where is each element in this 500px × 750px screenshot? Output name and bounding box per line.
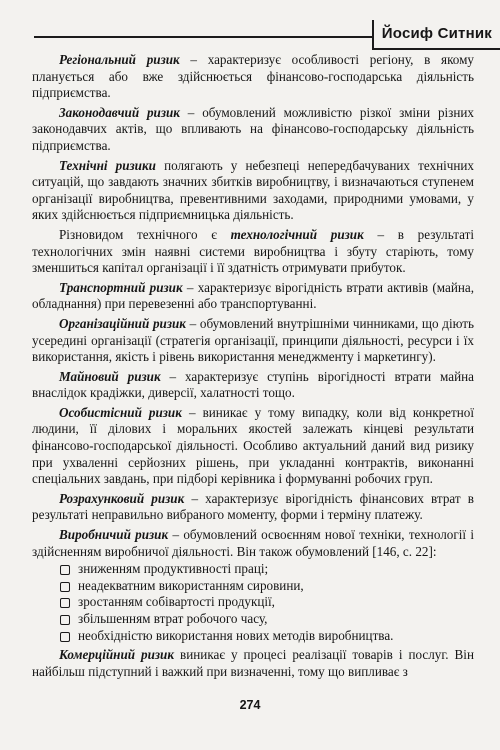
list-item-text: зниженням продуктивності праці; bbox=[78, 561, 269, 577]
term: технологічний ризик bbox=[230, 226, 364, 242]
term: Регіональний ризик bbox=[59, 52, 180, 67]
paragraph bbox=[32, 405, 474, 488]
paragraph bbox=[32, 280, 474, 313]
checkbox-bullet-icon bbox=[60, 615, 70, 625]
list-item-text: необхідністю використання нових методів виробництва. bbox=[78, 627, 394, 643]
term: Законодавчий ризик bbox=[59, 104, 180, 120]
paragraph-text: – виникає у тому випадку, коли від конкретної людини, її ділових і моральних якостей залежать кінцеві результати фінансово-господарської діяльності. Особливо актуальний даний вид ризику при ухваленні серйозних рішень, при укладанні контрактів, виконанні спеціальних завдань, при підборі керівника і формуванні робочих груп. bbox=[32, 404, 475, 487]
paragraph bbox=[32, 316, 474, 366]
paragraph-text: – характеризує ступінь вірогідності втрати майна внаслідок крадіжки, диверсії, халатності тощо. bbox=[32, 368, 474, 401]
term: Технічні ризики bbox=[59, 157, 156, 173]
list-item-text: зростанням собівартості продукції, bbox=[78, 594, 275, 610]
paragraph bbox=[32, 158, 474, 224]
term: Особистісний ризик bbox=[59, 404, 182, 420]
running-header-author: Йосиф Ситник bbox=[381, 25, 492, 42]
paragraph-text: – характеризує вірогідність втрати активів (майна, обладнання) при перевезенні або транспортуванні. bbox=[32, 279, 475, 312]
checkbox-bullet-icon bbox=[60, 565, 70, 575]
list-item bbox=[60, 561, 474, 578]
paragraph-text: – характеризує вірогідність фінансових втрат в результаті неправильно вибраного моменту, форми і терміну платежу. bbox=[32, 490, 475, 523]
paragraph bbox=[32, 52, 474, 102]
checkbox-bullet-icon bbox=[60, 598, 70, 608]
list-item-text: неадекватним використанням сировини, bbox=[78, 577, 304, 593]
term: Транспортний ризик bbox=[59, 279, 183, 295]
checkbox-bullet-icon bbox=[60, 582, 70, 592]
page-number: 274 bbox=[239, 698, 261, 712]
paragraph bbox=[32, 647, 474, 680]
term: Майновий ризик bbox=[59, 368, 161, 384]
paragraph-text: – обумовлений можливістю різкої зміни різних законодавчих актів, що впливають на фінансово-господарську діяльність підприємства. bbox=[32, 104, 474, 153]
term: Виробничий ризик bbox=[59, 527, 169, 543]
page-body bbox=[32, 52, 474, 683]
paragraph-text: – обумовлений освоєнням нової техніки, технології і здійсненням виробничої діяльності. Він також обумовлений [146, с. 22]: bbox=[32, 527, 474, 559]
checkbox-bullet-icon bbox=[60, 632, 70, 642]
paragraph bbox=[32, 527, 474, 560]
list-item bbox=[60, 594, 474, 611]
term: Організаційний ризик bbox=[59, 315, 186, 331]
paragraph bbox=[32, 105, 474, 155]
factor-list bbox=[32, 561, 474, 644]
term: Комерційний ризик bbox=[59, 647, 175, 663]
paragraph-text: – характеризує особливості регіону, в якому планується або вже здійснюється фінансово-господарська діяльність підприємства. bbox=[32, 52, 474, 101]
term: Розрахунковий ризик bbox=[59, 490, 185, 506]
paragraph bbox=[32, 369, 474, 402]
header-rule bbox=[34, 36, 372, 38]
list-item-text: збільшенням втрат робочого часу, bbox=[78, 611, 268, 626]
paragraph bbox=[32, 227, 474, 277]
paragraph-text: – обумовлений внутрішніми чинниками, що діють усередині організації (стратегія організації, принципи діяльності, ресурси і їх використання, якість і рівень використання менеджменту і маркетингу). bbox=[32, 315, 474, 365]
paragraph-text: – в результаті технологічних змін наявні системи виробництва і збуту старіють, тому зменшиться капітал організації і її здатність отримувати прибуток. bbox=[32, 226, 474, 276]
paragraph-text: полягають у небезпеці непередбачуваних технічних ситуацій, що завдають значних збитків виробництву, і визначаються ступенем організації виробництва, превентивними заходами, природними умовами, у яких здійснюється підприємницька діяльність. bbox=[32, 157, 475, 223]
list-item bbox=[60, 628, 474, 645]
paragraph-text: виникає у процесі реалізації товарів і послуг. Він найбільш підступний і важкий при визначенні, тому що випливає з bbox=[32, 647, 474, 679]
list-item bbox=[60, 578, 474, 595]
paragraph-lead: Різновидом технічного є bbox=[59, 226, 231, 242]
paragraph bbox=[32, 491, 474, 524]
list-item bbox=[60, 611, 474, 628]
